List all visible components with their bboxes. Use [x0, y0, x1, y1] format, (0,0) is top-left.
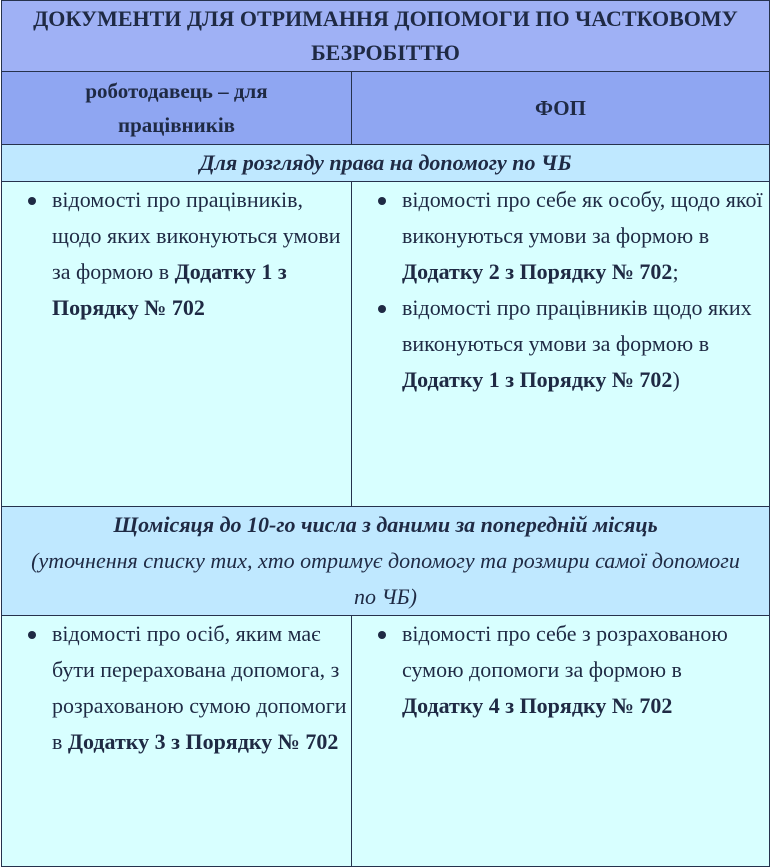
- item-tail: ): [672, 367, 680, 392]
- fop-list: [352, 182, 769, 398]
- list-item: [402, 182, 763, 290]
- list-item: [52, 616, 351, 760]
- section-note: (уточнення списку тих, хто отримує допомогу та розмири самої допомоги по ЧБ): [31, 548, 740, 609]
- list-item: [402, 290, 763, 398]
- section-title: Щомісяця до 10-го числа з даними за попередній місяць: [113, 512, 658, 537]
- list-item: [52, 182, 351, 326]
- employer-cell: [2, 182, 352, 507]
- fop-list: [352, 616, 769, 724]
- employer-list: [2, 182, 351, 326]
- fop-cell: [352, 182, 770, 507]
- item-reference: Додатку 2 з Порядку № 702: [402, 259, 673, 284]
- column-header-fop: ФОП: [352, 72, 770, 145]
- documents-table: [1, 0, 770, 867]
- employer-cell: [2, 616, 352, 867]
- employer-list: [2, 616, 351, 760]
- table-title: ДОКУМЕНТИ ДЛЯ ОТРИМАННЯ ДОПОМОГИ ПО ЧАСТКОВОМУ БЕЗРОБІТТЮ: [2, 1, 770, 72]
- item-reference: Додатку 4 з Порядку № 702: [402, 693, 673, 718]
- list-item: [402, 616, 763, 724]
- bullet-icon: [378, 631, 386, 639]
- section-heading: [2, 507, 770, 616]
- item-text: відомості про працівників, щодо яких виконуються умови за формою в: [52, 187, 341, 284]
- fop-cell: [352, 616, 770, 867]
- item-text: відомості про осіб, яким має бути перерахована допомога, з розрахованою сумою допомоги в: [52, 621, 347, 754]
- bullet-icon: [378, 305, 386, 313]
- item-text: відомості про себе з розрахованою сумою допомоги за формою в: [402, 621, 728, 682]
- bullet-icon: [378, 197, 386, 205]
- bullet-icon: [28, 631, 36, 639]
- bullet-icon: [28, 197, 36, 205]
- column-header-employer: роботодавець – для працівників: [2, 72, 352, 145]
- item-tail: ;: [672, 259, 679, 284]
- item-text: відомості про себе як особу, щодо якої виконуються умови за формою в: [402, 187, 763, 248]
- section-heading: [2, 145, 770, 182]
- item-reference: Додатку 1 з Порядку № 702: [52, 259, 287, 320]
- item-reference: Додатку 3 з Порядку № 702: [67, 729, 339, 754]
- section-title: Для розгляду права на допомогу по ЧБ: [199, 150, 572, 175]
- item-reference: Додатку 1 з Порядку № 702: [402, 367, 673, 392]
- item-text: відомості про працівників щодо яких виконуються умови за формою в: [402, 295, 752, 356]
